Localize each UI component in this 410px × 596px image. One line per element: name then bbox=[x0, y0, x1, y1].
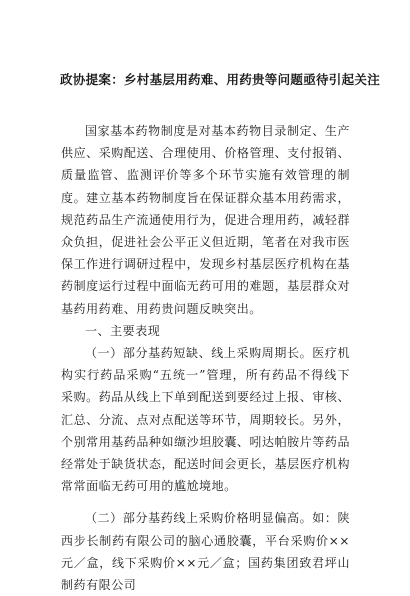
section-heading: 一、主要表现 bbox=[85, 323, 161, 338]
paragraph-item-2: （二）部分基药线上采购价格明显偏高。如：陕西步长制药有限公司的脑心通胶囊，平台采购价××元／盒，线下采购价××元／盒；国药集团致君坪山制药有限公司 bbox=[61, 511, 350, 593]
document-body bbox=[61, 120, 350, 596]
paragraph-intro: 国家基本药物制度是对基本药物目录制定、生产供应、采购配送、合理使用、价格管理、支付报销、质量监管、监测评价等多个环节实施有效管理的制度。建立基本药物制度旨在保证群众基本用药需求，规范药品生产流通使用行为，促进合理用药，减轻群众负担，促进社会公平正义但近期，笔者在对我市医保工作进行调研过程中，发现乡村基层医疗机构在基药制度运行过程中面临无药可用的难题，基层群众对基药用药难、用药贵问题反映突出。 bbox=[61, 124, 350, 316]
paragraph-item-1: （一）部分基药短缺、线上采购周期长。医疗机构实行药品采购“五统一”管理，所有药品不得线下采购。药品从线上下单到配送到要经过上报、审核、汇总、分流、点对点配送等环节，周期较长。另外，个别常用基药品种如缬沙坦胶囊、吲达帕胺片等药品经常处于缺货状态，配送时间会更长，基层医疗机构常常面临无药可用的尴尬境地。 bbox=[61, 346, 350, 494]
document-title: 政协提案：乡村基层用药难、用药贵等问题亟待引起关注 bbox=[60, 72, 381, 87]
